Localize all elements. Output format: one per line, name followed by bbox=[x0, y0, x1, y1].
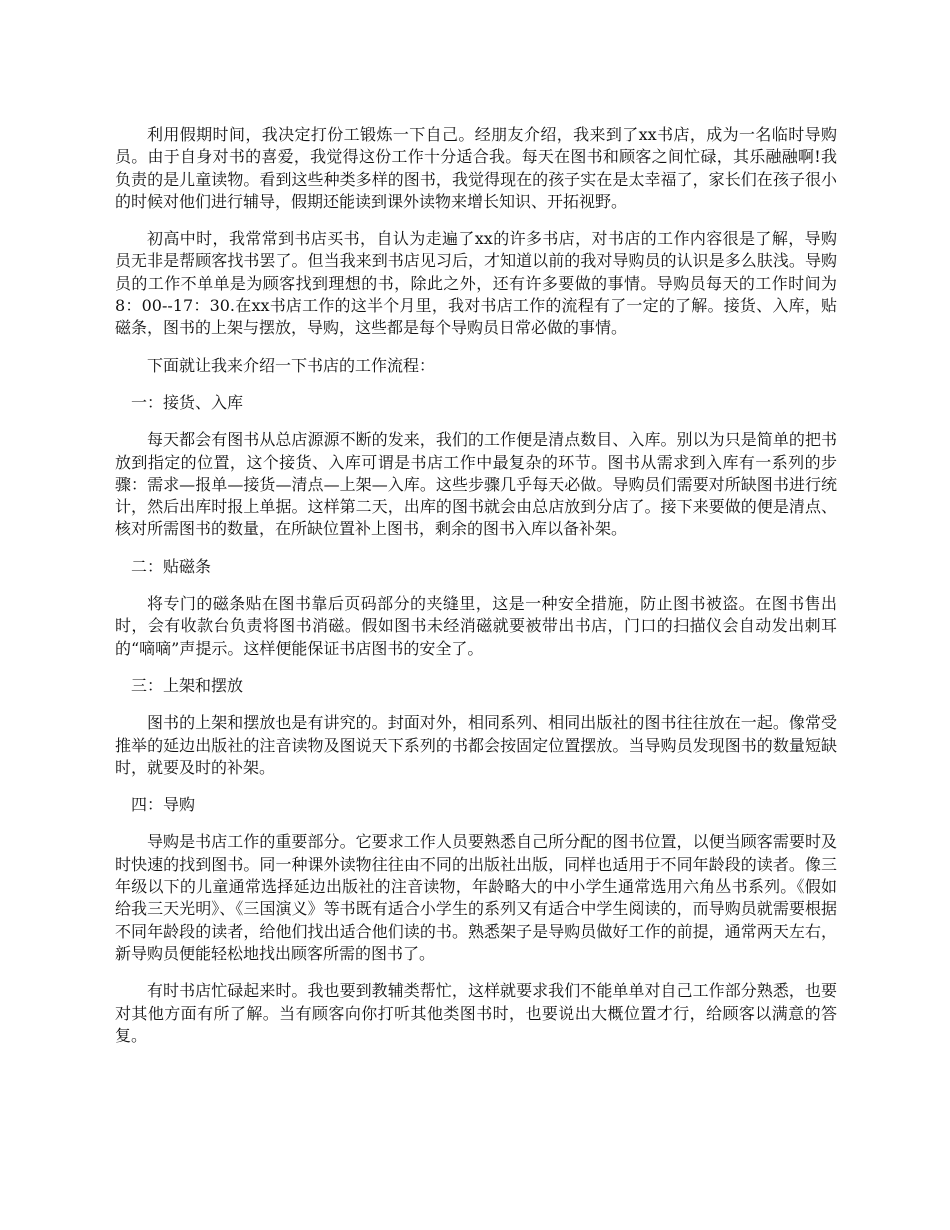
section-heading-receiving: 一：接货、入库 bbox=[131, 392, 244, 412]
paragraph-workflow-intro: 下面就让我来介绍一下书店的工作流程： bbox=[147, 355, 436, 375]
document-body bbox=[115, 124, 837, 1062]
section-heading-shopping-guide: 四：导购 bbox=[131, 795, 196, 815]
section-heading-shelving: 三：上架和摆放 bbox=[131, 675, 244, 695]
paragraph-shopping-guide: 导购是书店工作的重要部分。它要求工作人员要熟悉自己所分配的图书位置，以便当顾客需要时及时快速的找到图书。同一种课外读物往往由不同的出版社出版，同样也适用于不同年龄段的读者。像三年级以下的儿童通常选择延边出版社的注音读物，年龄略大的中小学生通常选用六角丛书系列。《假如给我三天光明》、《三国演义》等书既有适合小学生的系列又有适合中学生阅读的，而导购员就需要根据不同年龄段的读者，给他们找出适合他们读的书。熟悉架子是导购员做好工作的前提，通常两天左右，新导购员便能轻松地找出顾客所需的图书了。 bbox=[115, 832, 837, 963]
paragraph-receiving: 每天都会有图书从总店源源不断的发来，我们的工作便是清点数目、入库。别以为只是简单的把书放到指定的位置，这个接货、入库可谓是书店工作中最复杂的环节。图书从需求到入库有一系列的步骤：需求—报单—接货—清点—上架—入库。这些步骤几乎每天必做。导购员们需要对所缺图书进行统计，然后出库时报上单据。这样第二天，出库的图书就会由总店放到分店了。接下来要做的便是清点、核对所需图书的数量，在所缺位置补上图书，剩余的图书入库以备补架。 bbox=[115, 430, 837, 539]
paragraph-intro: 利用假期时间，我决定打份工锻炼一下自己。经朋友介绍，我来到了xx书店，成为一名临时导购员。由于自身对书的喜爱，我觉得这份工作十分适合我。每天在图书和顾客之间忙碌，其乐融融啊!我负责的是儿童读物。看到这些种类多样的图书，我觉得现在的孩子实在是太幸福了，家长们在孩子很小的时候对他们进行辅导，假期还能读到课外读物来增长知识、开拓视野。 bbox=[115, 125, 837, 211]
paragraph-closing: 有时书店忙碌起来时。我也要到教辅类帮忙，这样就要求我们不能单单对自己工作部分熟悉，也要对其他方面有所了解。当有顾客向你打听其他类图书时，也要说出大概位置才行，给顾客以满意的答复。 bbox=[115, 981, 837, 1045]
paragraph-magnetic-strips: 将专门的磁条贴在图书靠后页码部分的夹缝里，这是一种安全措施，防止图书被盗。在图书售出时，会有收款台负责将图书消磁。假如图书未经消磁就要被带出书店，门口的扫描仪会自动发出刺耳的“嘀嘀”声提示。这样便能保证书店图书的安全了。 bbox=[115, 594, 837, 658]
section-heading-magnetic-strips: 二：贴磁条 bbox=[131, 556, 212, 576]
paragraph-background: 初高中时，我常常到书店买书，自认为走遍了xx的许多书店，对书店的工作内容很是了解，导购员无非是帮顾客找书罢了。但当我来到书店见习后，才知道以前的我对导购员的认识是多么肤浅。导购员的工作不单单是为顾客找到理想的书，除此之外，还有许多要做的事情。导购员每天的工作时间为8：00--17：30.在xx书店工作的这半个月里，我对书店工作的流程有了一定的了解。接货、入库，贴磁条，图书的上架与摆放，导购，这些都是每个导购员日常必做的事情。 bbox=[115, 229, 837, 338]
paragraph-shelving: 图书的上架和摆放也是有讲究的。封面对外，相同系列、相同出版社的图书往往放在一起。像常受推举的延边出版社的注音读物及图说天下系列的书都会按固定位置摆放。当导购员发现图书的数量短缺时，就要及时的补架。 bbox=[115, 713, 837, 777]
